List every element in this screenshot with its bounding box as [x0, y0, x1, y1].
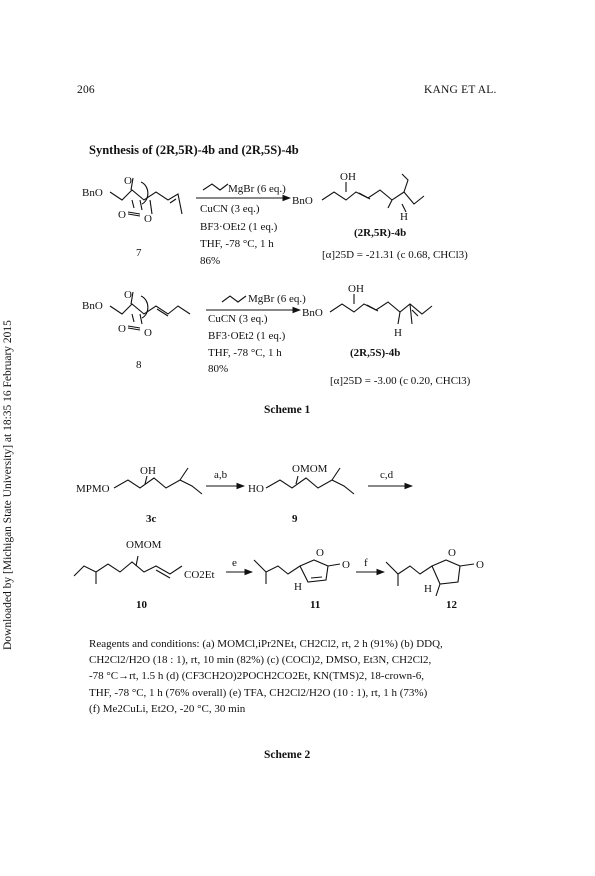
scheme1-caption: Scheme 1: [264, 404, 311, 416]
conditions-a: THF, -78 °C, 1 h: [200, 238, 274, 250]
omom-label-9: OMOM: [292, 463, 328, 475]
epoxide-o-8a: O: [124, 289, 132, 301]
reagent-bf3-b: BF3·OEt2 (1 eq.): [208, 330, 286, 342]
product-2R5S-structure: [330, 294, 432, 324]
reagents-line: -78 °C→rt, 1.5 h (d) (CF3CH2O)2POCH2CO2Et, KN(TMS)2, 18-crown-6,: [89, 670, 424, 683]
yield-b: 80%: [208, 363, 229, 375]
ho-label-9: HO: [248, 483, 264, 495]
compound-3c-structure: [114, 468, 202, 494]
mpmo-label: MPMO: [76, 483, 110, 495]
conditions-b: THF, -78 °C, 1 h: [208, 347, 282, 359]
h-label-product-a: H: [400, 211, 408, 223]
bno-label-8: BnO: [82, 300, 103, 312]
reagent-bf3-a: BF3·OEt2 (1 eq.): [200, 221, 278, 233]
vinyl-grignard-b: [222, 296, 246, 302]
carbonate-o-8: O: [118, 323, 126, 335]
compound-8-label: 8: [136, 359, 142, 371]
carbonate-o-7: O: [118, 209, 126, 221]
reagents-line: (f) Me2CuLi, Et2O, -20 °C, 30 min: [89, 702, 246, 715]
page-number: 206: [77, 84, 95, 96]
oh-label-product-b: OH: [348, 283, 364, 295]
h-label-11: H: [294, 581, 302, 593]
co2et-label-10: CO2Et: [184, 569, 215, 581]
compound-12-label: 12: [446, 599, 457, 611]
rotation-a: [α]25D = -21.31 (c 0.68, CHCl3): [322, 249, 468, 261]
product-2R5R-label: (2R,5R)-4b: [354, 227, 407, 239]
oh-label-product-a: OH: [340, 171, 356, 183]
ring-o-11: O: [316, 547, 324, 559]
epoxide-o-7a: O: [124, 175, 132, 187]
conditions-cd: c,d: [380, 469, 394, 481]
reagents-paragraph: [89, 636, 529, 717]
compound-10-structure: [74, 556, 182, 584]
ring-o-12: O: [448, 547, 456, 559]
reagent-cu-a: CuCN (3 eq.): [200, 203, 260, 215]
running-head: KANG ET AL.: [424, 84, 497, 96]
h-label-product-b: H: [394, 327, 402, 339]
compound-3c-label: 3c: [146, 513, 157, 525]
oh-label-3c: OH: [140, 465, 156, 477]
ring-o-7: O: [144, 213, 152, 225]
compound-7-label: 7: [136, 247, 142, 259]
omom-label-10: OMOM: [126, 539, 162, 551]
product-2R5R-structure: [322, 174, 424, 212]
reagents-line: Reagents and conditions: (a) MOMCl,iPr2NEt, CH2Cl2, rt, 2 h (91%) (b) DDQ,: [89, 638, 443, 650]
ring-o-8: O: [144, 327, 152, 339]
conditions-e: e: [232, 557, 237, 569]
compound-11-label: 11: [310, 599, 321, 611]
bno-label-7: BnO: [82, 187, 103, 199]
vinyl-grignard-a: [203, 184, 228, 190]
conditions-ab: a,b: [214, 469, 228, 481]
download-notice-text: Downloaded by [Michigan State University] at 18:35 16 February 2015: [2, 320, 14, 650]
conditions-f: f: [364, 557, 368, 569]
reagent-cu-b: CuCN (3 eq.): [208, 313, 268, 325]
carbonyl-o-12: O: [476, 559, 484, 571]
rotation-b: [α]25D = -3.00 (c 0.20, CHCl3): [330, 375, 471, 387]
bno-label-product-b: BnO: [302, 307, 323, 319]
scheme2-caption: Scheme 2: [264, 749, 311, 761]
compound-10-label: 10: [136, 599, 147, 611]
reagent-grignard-b: MgBr (6 eq.): [248, 293, 306, 305]
bno-label-product-a: BnO: [292, 195, 313, 207]
compound-9-label: 9: [292, 513, 298, 525]
reagent-grignard-a: MgBr (6 eq.): [228, 183, 286, 195]
scheme1-title: Synthesis of (2R,5R)-4b and (2R,5S)-4b: [89, 143, 299, 157]
h-label-12: H: [424, 583, 432, 595]
reagents-line: CH2Cl2/H2O (18 : 1), rt, 10 min (82%) (c) (COCl)2, DMSO, Et3N, CH2Cl2,: [89, 654, 432, 667]
product-2R5S-label: (2R,5S)-4b: [350, 347, 401, 359]
carbonyl-o-11: O: [342, 559, 350, 571]
yield-a: 86%: [200, 255, 221, 267]
reagents-line: THF, -78 °C, 1 h (76% overall) (e) TFA, CH2Cl2/H2O (10 : 1), rt, 1 h (73%): [89, 686, 428, 699]
